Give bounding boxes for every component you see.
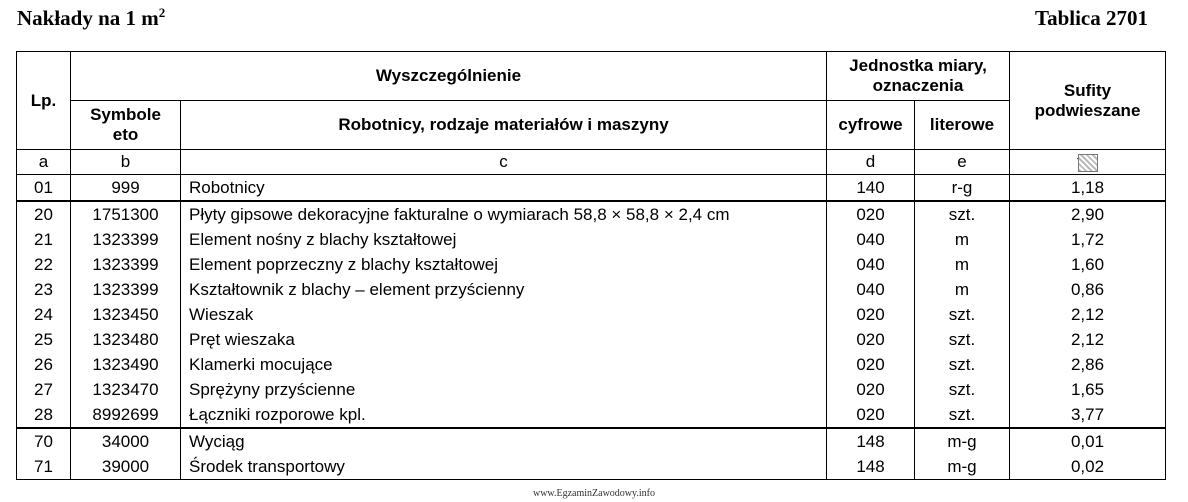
cell-value: 1,72 — [1010, 227, 1166, 252]
cell-name: Element nośny z blachy kształtowej — [181, 227, 827, 252]
title-text: Nakłady na 1 m — [17, 6, 159, 30]
cell-literowe: szt. — [915, 352, 1010, 377]
cell-cyfrowe: 020 — [827, 201, 915, 227]
cell-name: Pręt wieszaka — [181, 327, 827, 352]
cell-symbol: 1323399 — [71, 227, 181, 252]
cell-lp: 21 — [17, 227, 71, 252]
cell-name: Sprężyny przyścienne — [181, 377, 827, 402]
cell-value: 0,01 — [1010, 428, 1166, 454]
letter-b: b — [71, 150, 181, 175]
cell-cyfrowe: 148 — [827, 428, 915, 454]
cell-value: 3,77 — [1010, 402, 1166, 428]
header-jednostka: Jednostka miary, oznaczenia — [827, 52, 1010, 101]
letter-c: c — [181, 150, 827, 175]
cell-lp: 01 — [17, 175, 71, 202]
cell-literowe: m — [915, 227, 1010, 252]
cell-value: 1,65 — [1010, 377, 1166, 402]
cell-name: Element poprzeczny z blachy kształtowej — [181, 252, 827, 277]
image-placeholder-icon — [1078, 154, 1098, 172]
table-row — [17, 302, 1166, 327]
cell-literowe: szt. — [915, 377, 1010, 402]
norms-table — [16, 51, 1166, 480]
letter-a: a — [17, 150, 71, 175]
cell-literowe: szt. — [915, 302, 1010, 327]
cell-cyfrowe: 020 — [827, 377, 915, 402]
header-literowe: literowe — [915, 101, 1010, 150]
table-row — [17, 175, 1166, 202]
table-row — [17, 227, 1166, 252]
cell-cyfrowe: 020 — [827, 302, 915, 327]
cell-lp: 28 — [17, 402, 71, 428]
cell-symbol: 1323490 — [71, 352, 181, 377]
cell-name: Robotnicy — [181, 175, 827, 202]
cell-literowe: m — [915, 252, 1010, 277]
cell-symbol: 1323450 — [71, 302, 181, 327]
cell-lp: 23 — [17, 277, 71, 302]
cell-lp: 26 — [17, 352, 71, 377]
table-row — [17, 252, 1166, 277]
cell-symbol: 1323399 — [71, 277, 181, 302]
header-sufity: Sufity podwieszane — [1010, 52, 1166, 150]
cell-lp: 20 — [17, 201, 71, 227]
cell-literowe: r-g — [915, 175, 1010, 202]
cell-literowe: szt. — [915, 327, 1010, 352]
cell-value: 2,90 — [1010, 201, 1166, 227]
cell-lp: 70 — [17, 428, 71, 454]
cell-literowe: m-g — [915, 428, 1010, 454]
cell-name: Płyty gipsowe dekoracyjne fakturalne o wymiarach 58,8 × 58,8 × 2,4 cm — [181, 201, 827, 227]
header-wyszczegolnienie: Wyszczególnienie — [71, 52, 827, 101]
cell-cyfrowe: 040 — [827, 227, 915, 252]
cell-symbol: 34000 — [71, 428, 181, 454]
letter-d: d — [827, 150, 915, 175]
cell-lp: 27 — [17, 377, 71, 402]
cell-literowe: m — [915, 277, 1010, 302]
cell-lp: 71 — [17, 454, 71, 480]
table-row — [17, 352, 1166, 377]
cell-cyfrowe: 020 — [827, 402, 915, 428]
cell-cyfrowe: 148 — [827, 454, 915, 480]
cell-symbol: 8992699 — [71, 402, 181, 428]
cell-value: 0,86 — [1010, 277, 1166, 302]
cell-lp: 25 — [17, 327, 71, 352]
table-row — [17, 277, 1166, 302]
letter-f — [1010, 150, 1166, 175]
header-robotnicy: Robotnicy, rodzaje materiałów i maszyny — [181, 101, 827, 150]
cell-symbol: 1751300 — [71, 201, 181, 227]
cell-value: 2,86 — [1010, 352, 1166, 377]
cell-symbol: 999 — [71, 175, 181, 202]
header-cyfrowe: cyfrowe — [827, 101, 915, 150]
header-lp: Lp. — [17, 52, 71, 150]
cell-name: Klamerki mocujące — [181, 352, 827, 377]
table-row — [17, 327, 1166, 352]
table-row — [17, 201, 1166, 227]
cell-lp: 24 — [17, 302, 71, 327]
cell-name: Wieszak — [181, 302, 827, 327]
cell-value: 1,60 — [1010, 252, 1166, 277]
letter-e: e — [915, 150, 1010, 175]
title-superscript: 2 — [158, 5, 166, 20]
table-body — [17, 175, 1166, 480]
cell-literowe: m-g — [915, 454, 1010, 480]
watermark: www.EgzaminZawodowy.info — [532, 488, 655, 499]
cell-value: 0,02 — [1010, 454, 1166, 480]
cell-lp: 22 — [17, 252, 71, 277]
table-row — [17, 377, 1166, 402]
cell-literowe: szt. — [915, 201, 1010, 227]
table-row — [17, 454, 1166, 480]
cell-value: 2,12 — [1010, 327, 1166, 352]
cell-symbol: 1323470 — [71, 377, 181, 402]
cell-cyfrowe: 040 — [827, 252, 915, 277]
cell-value: 1,18 — [1010, 175, 1166, 202]
table-row — [17, 428, 1166, 454]
page-title — [17, 6, 165, 31]
cell-literowe: szt. — [915, 402, 1010, 428]
cell-name: Środek transportowy — [181, 454, 827, 480]
cell-name: Wyciąg — [181, 428, 827, 454]
cell-cyfrowe: 020 — [827, 327, 915, 352]
table-id: Tablica 2701 — [1035, 6, 1148, 30]
cell-symbol: 39000 — [71, 454, 181, 480]
cell-cyfrowe: 140 — [827, 175, 915, 202]
cell-cyfrowe: 020 — [827, 352, 915, 377]
cell-symbol: 1323480 — [71, 327, 181, 352]
table-row — [17, 402, 1166, 428]
cell-symbol: 1323399 — [71, 252, 181, 277]
header-symbole: Symbole eto — [71, 101, 181, 150]
cell-name: Łączniki rozporowe kpl. — [181, 402, 827, 428]
cell-name: Kształtownik z blachy – element przyścienny — [181, 277, 827, 302]
cell-value: 2,12 — [1010, 302, 1166, 327]
cell-cyfrowe: 040 — [827, 277, 915, 302]
